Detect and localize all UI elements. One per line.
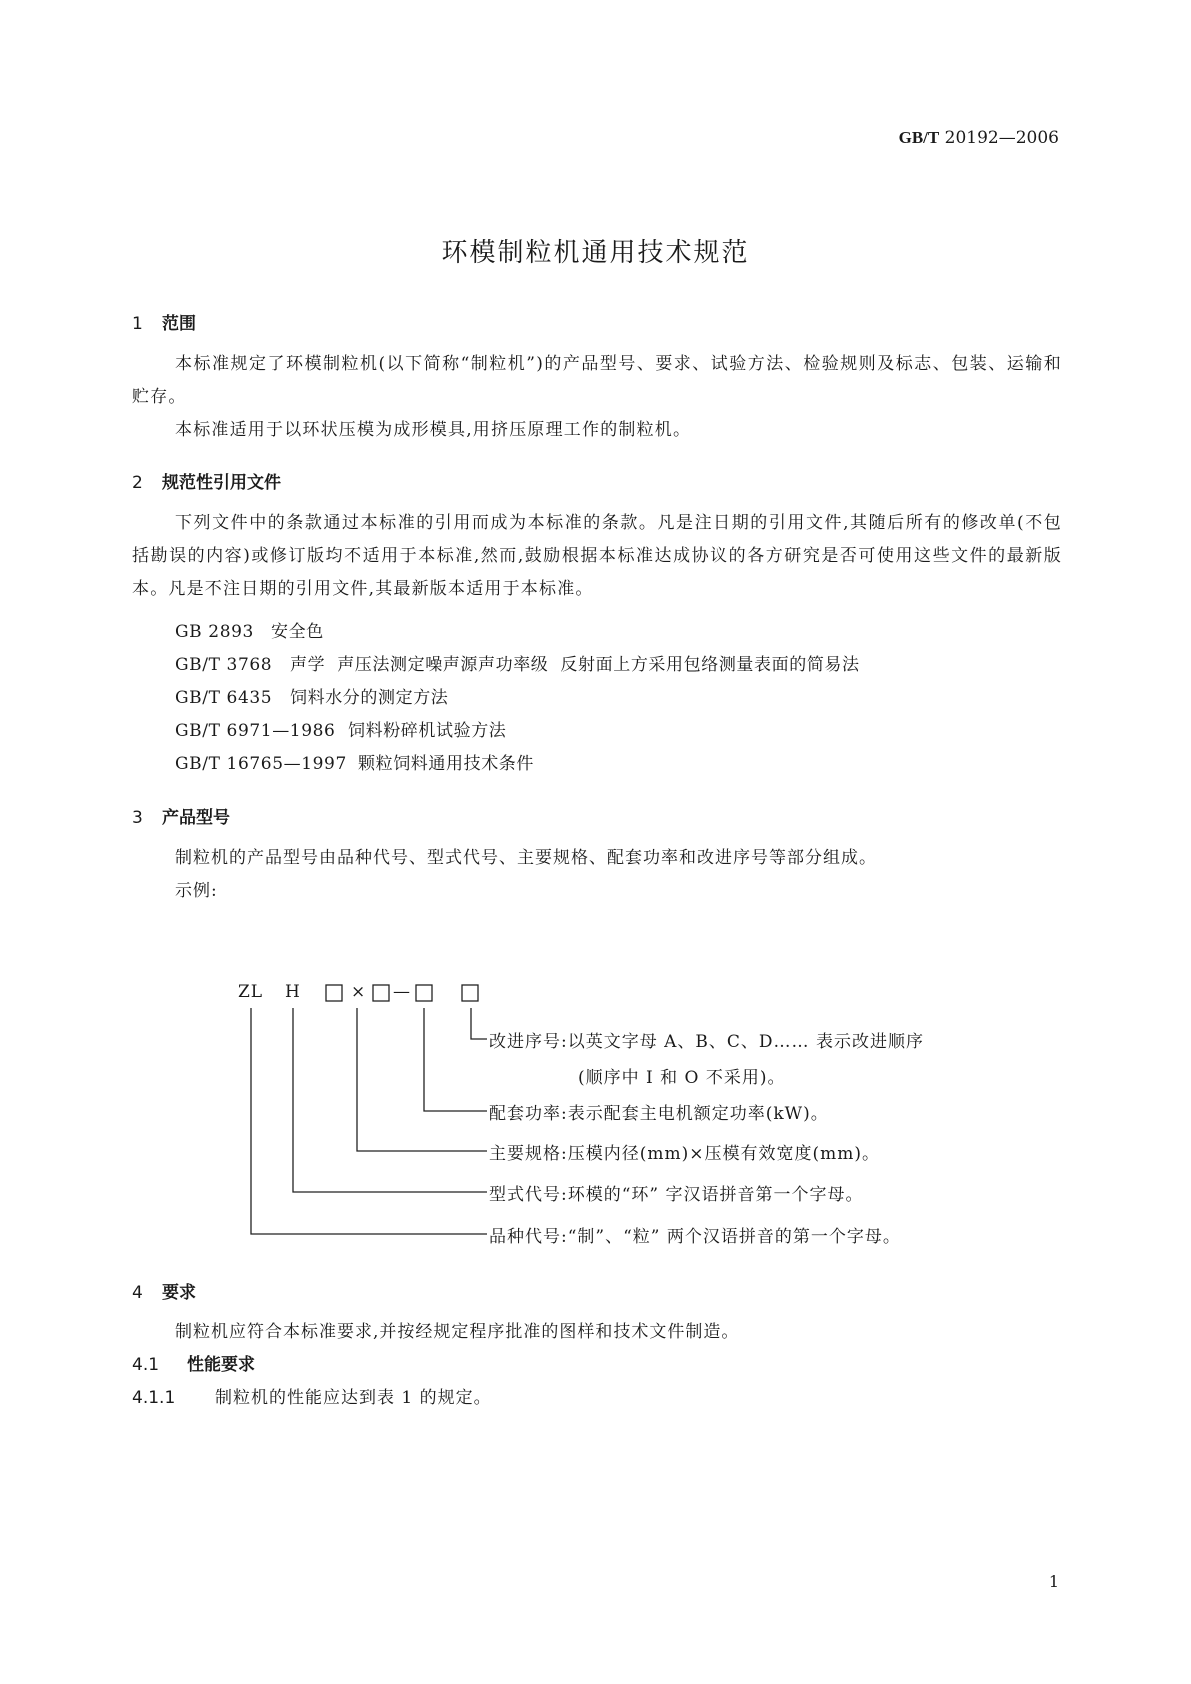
section-4-number: 4 <box>132 1283 143 1303</box>
section-2-number: 2 <box>132 473 143 493</box>
section-1-para-1: 本标准规定了环模制粒机(以下简称“制粒机”)的产品型号、要求、试验方法、检验规则及标志、包装、运输和贮存。 <box>132 354 1062 407</box>
reference-code: GB/T 6971—1986 <box>175 721 336 741</box>
section-1-number: 1 <box>132 314 143 334</box>
section-1-title: 范围 <box>162 314 196 334</box>
label-improve-note: (顺序中 I 和 O 不采用)。 <box>578 1068 786 1088</box>
code-zl: ZL <box>238 982 264 1002</box>
label-type: 型式代号:环模的“环” 字汉语拼音第一个字母。 <box>489 1185 864 1205</box>
clause-4-1-1-number: 4.1.1 <box>132 1388 176 1408</box>
reference-code: GB/T 6435 <box>175 688 273 708</box>
label-power: 配套功率:表示配套主电机额定功率(kW)。 <box>489 1104 829 1124</box>
code-dash: — <box>393 982 411 1002</box>
label-spec: 主要规格:压模内径(mm)×压模有效宽度(mm)。 <box>489 1144 880 1164</box>
code-h: H <box>285 982 301 1002</box>
label-variety: 品种代号:“制”、“粒” 两个汉语拼音的第一个字母。 <box>489 1227 901 1247</box>
subsection-4-1-heading <box>132 1350 255 1375</box>
section-1-para-2: 本标准适用于以环状压模为成形模具,用挤压原理工作的制粒机。 <box>175 420 692 440</box>
power-box <box>416 985 432 1001</box>
label-improve: 改进序号:以英文字母 A、B、C、D…… 表示改进顺序 <box>489 1032 924 1052</box>
example-label: 示例: <box>175 881 218 901</box>
section-3-para-1: 制粒机的产品型号由品种代号、型式代号、主要规格、配套功率和改进序号等部分组成。 <box>175 848 877 868</box>
section-2-title: 规范性引用文件 <box>162 473 281 493</box>
improve-box <box>462 985 478 1001</box>
leader-variety <box>251 1008 487 1234</box>
standard-prefix: GB/T <box>898 128 940 147</box>
spec-box-2 <box>373 985 389 1001</box>
reference-title: 饲料粉碎机试验方法 <box>348 721 507 741</box>
section-4-para-1: 制粒机应符合本标准要求,并按经规定程序批准的图样和技术文件制造。 <box>175 1322 740 1342</box>
clause-4-1-1-text: 制粒机的性能应达到表 1 的规定。 <box>215 1388 492 1408</box>
subsection-4-1-title: 性能要求 <box>187 1355 255 1375</box>
leader-type <box>293 1008 487 1192</box>
section-2-para-1: 下列文件中的条款通过本标准的引用而成为本标准的条款。凡是注日期的引用文件,其随后所有的修改单(不包括勘误的内容)或修订版均不适用于本标准,然而,鼓励根据本标准达成协议的各方研究是否可使用这些文件的最新版本。凡是不注日期的引用文件,其最新版本适用于本标准。 <box>132 513 1062 599</box>
code-times: × <box>351 982 367 1002</box>
document-title: 环模制粒机通用技术规范 <box>441 238 750 268</box>
reference-title: 安全色 <box>271 622 324 642</box>
leader-spec <box>357 1008 487 1151</box>
section-4-heading <box>132 1278 196 1303</box>
standard-number: 20192—2006 <box>944 128 1059 148</box>
section-3-title: 产品型号 <box>162 808 230 828</box>
leader-power <box>424 1008 487 1111</box>
clause-4-1-1 <box>132 1383 492 1408</box>
reference-title: 颗粒饲料通用技术条件 <box>358 754 534 774</box>
reference-code: GB 2893 <box>175 622 254 642</box>
reference-code: GB/T 16765—1997 <box>175 754 347 774</box>
page-number: 1 <box>1048 1572 1059 1591</box>
section-3-number: 3 <box>132 808 143 828</box>
subsection-4-1-number: 4.1 <box>132 1355 160 1375</box>
reference-code: GB/T 3768 <box>175 655 273 675</box>
reference-title: 声学 声压法测定噪声源声功率级 反射面上方采用包络测量表面的简易法 <box>290 655 860 675</box>
leader-improve <box>471 1008 487 1039</box>
section-4-title: 要求 <box>162 1283 196 1303</box>
reference-title: 饲料水分的测定方法 <box>290 688 449 708</box>
spec-box-1 <box>326 985 342 1001</box>
